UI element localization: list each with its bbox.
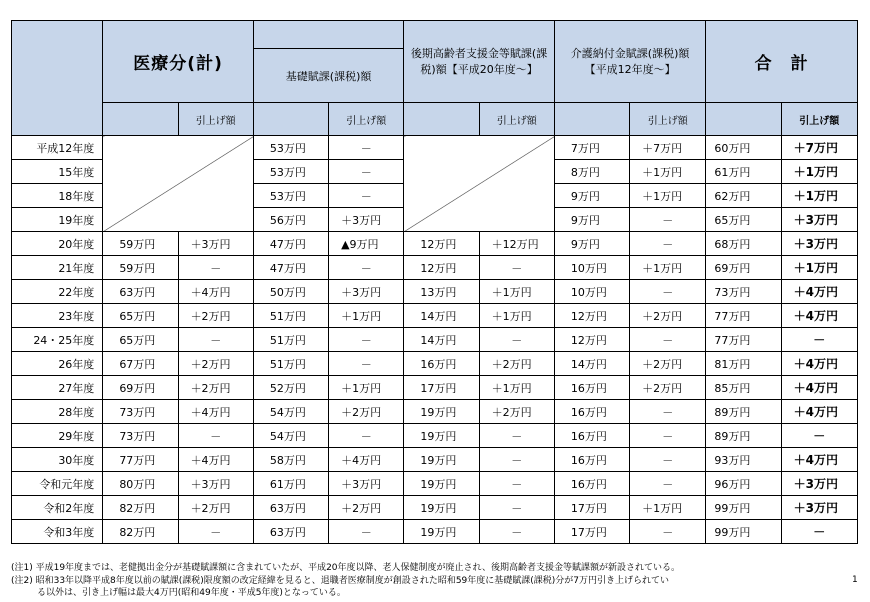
care-amount-cell: 16万円 — [554, 448, 629, 472]
medical-amount-cell: 65万円 — [103, 328, 178, 352]
latestage-raise-cell: － — [479, 472, 554, 496]
total-amount-cell: 89万円 — [706, 400, 781, 424]
total-amount-cell: 96万円 — [706, 472, 781, 496]
total-raise-cell: － — [781, 424, 857, 448]
year-cell: 30年度 — [12, 448, 103, 472]
care-header: 介護納付金賦課(課税)額【平成12年度～】 — [554, 21, 706, 103]
latestage-amount-cell: 12万円 — [404, 256, 479, 280]
medical-amount-cell: 59万円 — [103, 232, 178, 256]
total-amount-cell: 77万円 — [706, 304, 781, 328]
care-raise-cell: － — [630, 208, 706, 232]
medical-raise-cell: － — [178, 328, 253, 352]
basic-amount-cell: 63万円 — [253, 520, 328, 544]
total-raise-cell: ＋4万円 — [781, 400, 857, 424]
year-cell: 29年度 — [12, 424, 103, 448]
year-cell: 18年度 — [12, 184, 103, 208]
year-cell: 令和元年度 — [12, 472, 103, 496]
care-amount-cell: 8万円 — [554, 160, 629, 184]
medical-total-header: 医療分(計) — [103, 21, 254, 103]
latestage-raise-cell: － — [479, 424, 554, 448]
care-raise-cell: ＋1万円 — [630, 184, 706, 208]
care-raise-cell: － — [630, 232, 706, 256]
medical-raise-cell: － — [178, 520, 253, 544]
year-cell: 24・25年度 — [12, 328, 103, 352]
total-raise-cell: ＋4万円 — [781, 448, 857, 472]
medical-raise-cell: ＋2万円 — [178, 352, 253, 376]
basic-raise-cell: － — [329, 352, 404, 376]
latestage-raise-cell: － — [479, 328, 554, 352]
total-raise-cell: ＋4万円 — [781, 376, 857, 400]
total-sub-blank — [706, 103, 781, 136]
care-amount-cell: 14万円 — [554, 352, 629, 376]
basic-raise-cell: － — [329, 424, 404, 448]
care-amount-cell: 12万円 — [554, 304, 629, 328]
latestage-raise-cell: － — [479, 496, 554, 520]
medical-amount-cell: 67万円 — [103, 352, 178, 376]
latestage-amount-cell: 14万円 — [404, 304, 479, 328]
total-amount-cell: 73万円 — [706, 280, 781, 304]
basic-sub-blank — [253, 103, 328, 136]
medical-raise-cell: － — [178, 424, 253, 448]
basic-amount-cell: 51万円 — [253, 304, 328, 328]
table-row — [12, 232, 858, 256]
care-amount-cell: 16万円 — [554, 424, 629, 448]
basic-amount-cell: 53万円 — [253, 160, 328, 184]
basic-raise-cell: ＋2万円 — [329, 400, 404, 424]
total-amount-cell: 93万円 — [706, 448, 781, 472]
medical-amount-cell: 59万円 — [103, 256, 178, 280]
care-raise-cell: － — [630, 520, 706, 544]
care-raise-cell: ＋1万円 — [630, 496, 706, 520]
total-raise-cell: ＋3万円 — [781, 232, 857, 256]
medical-raise-cell: ＋3万円 — [178, 232, 253, 256]
medical-amount-cell: 82万円 — [103, 520, 178, 544]
page-number: 1 — [852, 575, 858, 585]
care-amount-cell: 16万円 — [554, 400, 629, 424]
total-amount-cell: 62万円 — [706, 184, 781, 208]
note-2: (注2) 昭和33年以降平成8年度以前の賦課(課税)限度額の改定経緯を見ると、退職者医療制度が創設された昭和59年度に基礎賦課(課税)分が7万円引き上げられてい — [11, 575, 670, 586]
year-cell: 15年度 — [12, 160, 103, 184]
care-raise-cell: － — [630, 424, 706, 448]
year-cell: 21年度 — [12, 256, 103, 280]
care-amount-cell: 9万円 — [554, 208, 629, 232]
latestage-sub-blank — [404, 103, 479, 136]
latestage-raise-cell: － — [479, 256, 554, 280]
latestage-amount-cell: 19万円 — [404, 472, 479, 496]
table-row — [12, 304, 858, 328]
total-raise-cell: － — [781, 520, 857, 544]
total-raise-cell: ＋1万円 — [781, 256, 857, 280]
table-row — [12, 448, 858, 472]
basic-raise-cell: ＋1万円 — [329, 304, 404, 328]
medical-amount-cell: 65万円 — [103, 304, 178, 328]
total-amount-cell: 89万円 — [706, 424, 781, 448]
table-row — [12, 136, 858, 160]
year-cell: 23年度 — [12, 304, 103, 328]
table-row — [12, 352, 858, 376]
medical-na-cell — [103, 136, 254, 232]
latestage-raise-cell: ＋2万円 — [479, 352, 554, 376]
table-row — [12, 496, 858, 520]
care-amount-cell: 17万円 — [554, 496, 629, 520]
care-amount-cell: 7万円 — [554, 136, 629, 160]
year-cell: 22年度 — [12, 280, 103, 304]
care-raise-cell: ＋2万円 — [630, 352, 706, 376]
total-amount-cell: 81万円 — [706, 352, 781, 376]
year-cell: 令和2年度 — [12, 496, 103, 520]
year-cell: 19年度 — [12, 208, 103, 232]
care-amount-cell: 9万円 — [554, 184, 629, 208]
table-row — [12, 520, 858, 544]
total-raise-cell: ＋3万円 — [781, 472, 857, 496]
year-cell: 27年度 — [12, 376, 103, 400]
year-cell: 平成12年度 — [12, 136, 103, 160]
basic-amount-cell: 54万円 — [253, 400, 328, 424]
basic-raise-cell: － — [329, 184, 404, 208]
latestage-na-cell — [404, 136, 555, 232]
latestage-raise-header: 引上げ額 — [479, 103, 554, 136]
basic-amount-cell: 50万円 — [253, 280, 328, 304]
latestage-raise-cell: ＋12万円 — [479, 232, 554, 256]
care-raise-cell: ＋1万円 — [630, 160, 706, 184]
care-raise-header: 引上げ額 — [630, 103, 706, 136]
care-raise-cell: － — [630, 448, 706, 472]
table-row — [12, 424, 858, 448]
table-row — [12, 400, 858, 424]
basic-raise-cell: － — [329, 256, 404, 280]
latestage-raise-cell: ＋2万円 — [479, 400, 554, 424]
medical-raise-cell: ＋4万円 — [178, 400, 253, 424]
latestage-amount-cell: 16万円 — [404, 352, 479, 376]
care-raise-cell: － — [630, 280, 706, 304]
medical-sub-blank — [103, 103, 178, 136]
total-amount-cell: 77万円 — [706, 328, 781, 352]
care-raise-cell: ＋7万円 — [630, 136, 706, 160]
basic-amount-cell: 58万円 — [253, 448, 328, 472]
basic-raise-cell: － — [329, 328, 404, 352]
table-row — [12, 328, 858, 352]
medical-raise-header: 引上げ額 — [178, 103, 253, 136]
basic-raise-cell: ＋1万円 — [329, 376, 404, 400]
total-raise-cell: ＋4万円 — [781, 280, 857, 304]
table-row — [12, 280, 858, 304]
total-amount-cell: 69万円 — [706, 256, 781, 280]
medical-amount-cell: 73万円 — [103, 400, 178, 424]
total-raise-cell: ＋3万円 — [781, 208, 857, 232]
medical-amount-cell: 63万円 — [103, 280, 178, 304]
total-raise-cell: ＋3万円 — [781, 496, 857, 520]
basic-amount-cell: 47万円 — [253, 232, 328, 256]
latestage-amount-cell: 19万円 — [404, 520, 479, 544]
care-raise-cell: － — [630, 400, 706, 424]
basic-amount-cell: 61万円 — [253, 472, 328, 496]
latestage-raise-cell: － — [479, 448, 554, 472]
basic-raise-cell: ＋4万円 — [329, 448, 404, 472]
basic-amount-cell: 53万円 — [253, 136, 328, 160]
year-cell: 令和3年度 — [12, 520, 103, 544]
basic-raise-header: 引上げ額 — [329, 103, 404, 136]
year-cell: 20年度 — [12, 232, 103, 256]
care-raise-cell: － — [630, 328, 706, 352]
care-raise-cell: ＋1万円 — [630, 256, 706, 280]
basic-header: 基礎賦課(課税)額 — [253, 49, 404, 103]
contribution-limit-table — [11, 20, 858, 544]
basic-amount-cell: 56万円 — [253, 208, 328, 232]
basic-raise-cell: － — [329, 160, 404, 184]
total-raise-cell: － — [781, 328, 857, 352]
medical-raise-cell: ＋3万円 — [178, 472, 253, 496]
latestage-raise-cell: ＋1万円 — [479, 304, 554, 328]
latestage-amount-cell: 13万円 — [404, 280, 479, 304]
year-cell: 26年度 — [12, 352, 103, 376]
total-amount-cell: 65万円 — [706, 208, 781, 232]
latestage-raise-cell: ＋1万円 — [479, 280, 554, 304]
medical-amount-cell: 69万円 — [103, 376, 178, 400]
latestage-amount-cell: 17万円 — [404, 376, 479, 400]
latestage-header: 後期高齢者支援金等賦課(課税)額【平成20年度～】 — [404, 21, 555, 103]
latestage-raise-cell: ＋1万円 — [479, 376, 554, 400]
total-amount-cell: 60万円 — [706, 136, 781, 160]
basic-amount-cell: 63万円 — [253, 496, 328, 520]
total-amount-cell: 85万円 — [706, 376, 781, 400]
basic-raise-cell: ▲9万円 — [329, 232, 404, 256]
latestage-amount-cell: 12万円 — [404, 232, 479, 256]
care-sub-blank — [554, 103, 629, 136]
table-row — [12, 256, 858, 280]
note-2-cont: る以外は、引き上げ幅は最大4万円(昭和49年度・平成5年度)となっている。 — [37, 588, 346, 598]
table-row — [12, 376, 858, 400]
basic-amount-cell: 53万円 — [253, 184, 328, 208]
medical-amount-cell: 73万円 — [103, 424, 178, 448]
total-raise-cell: ＋1万円 — [781, 160, 857, 184]
table-row — [12, 472, 858, 496]
basic-amount-cell: 47万円 — [253, 256, 328, 280]
medical-raise-cell: ＋2万円 — [178, 496, 253, 520]
total-raise-header: 引上げ額 — [781, 103, 857, 136]
basic-amount-cell: 51万円 — [253, 328, 328, 352]
total-raise-cell: ＋4万円 — [781, 304, 857, 328]
medical-amount-cell: 82万円 — [103, 496, 178, 520]
basic-header-top — [253, 21, 404, 49]
care-amount-cell: 12万円 — [554, 328, 629, 352]
medical-amount-cell: 77万円 — [103, 448, 178, 472]
medical-raise-cell: ＋4万円 — [178, 280, 253, 304]
latestage-amount-cell: 19万円 — [404, 424, 479, 448]
latestage-amount-cell: 19万円 — [404, 448, 479, 472]
care-amount-cell: 10万円 — [554, 256, 629, 280]
basic-raise-cell: ＋3万円 — [329, 208, 404, 232]
corner-header-cell — [12, 21, 103, 136]
care-amount-cell: 16万円 — [554, 472, 629, 496]
total-amount-cell: 99万円 — [706, 496, 781, 520]
latestage-amount-cell: 14万円 — [404, 328, 479, 352]
total-amount-cell: 68万円 — [706, 232, 781, 256]
care-raise-cell: － — [630, 472, 706, 496]
care-amount-cell: 17万円 — [554, 520, 629, 544]
medical-amount-cell: 80万円 — [103, 472, 178, 496]
care-amount-cell: 10万円 — [554, 280, 629, 304]
total-raise-cell: ＋4万円 — [781, 352, 857, 376]
total-amount-cell: 61万円 — [706, 160, 781, 184]
basic-raise-cell: ＋2万円 — [329, 496, 404, 520]
basic-raise-cell: ＋3万円 — [329, 472, 404, 496]
medical-raise-cell: － — [178, 256, 253, 280]
latestage-amount-cell: 19万円 — [404, 496, 479, 520]
basic-raise-cell: － — [329, 136, 404, 160]
care-amount-cell: 16万円 — [554, 376, 629, 400]
latestage-amount-cell: 19万円 — [404, 400, 479, 424]
total-raise-cell: ＋1万円 — [781, 184, 857, 208]
basic-amount-cell: 54万円 — [253, 424, 328, 448]
basic-amount-cell: 52万円 — [253, 376, 328, 400]
basic-raise-cell: ＋3万円 — [329, 280, 404, 304]
medical-raise-cell: ＋4万円 — [178, 448, 253, 472]
medical-raise-cell: ＋2万円 — [178, 304, 253, 328]
total-amount-cell: 99万円 — [706, 520, 781, 544]
total-header: 合 計 — [706, 21, 858, 103]
care-raise-cell: ＋2万円 — [630, 376, 706, 400]
total-raise-cell: ＋7万円 — [781, 136, 857, 160]
basic-amount-cell: 51万円 — [253, 352, 328, 376]
medical-raise-cell: ＋2万円 — [178, 376, 253, 400]
care-raise-cell: ＋2万円 — [630, 304, 706, 328]
note-1: (注1) 平成19年度までは、老健拠出金分が基礎賦課額に含まれていたが、平成20年度以降、老人保健制度が廃止され、後期高齢者支援金等賦課額が新設されている。 — [11, 563, 681, 573]
year-cell: 28年度 — [12, 400, 103, 424]
basic-raise-cell: － — [329, 520, 404, 544]
notes — [11, 562, 841, 600]
latestage-raise-cell: － — [479, 520, 554, 544]
care-amount-cell: 9万円 — [554, 232, 629, 256]
